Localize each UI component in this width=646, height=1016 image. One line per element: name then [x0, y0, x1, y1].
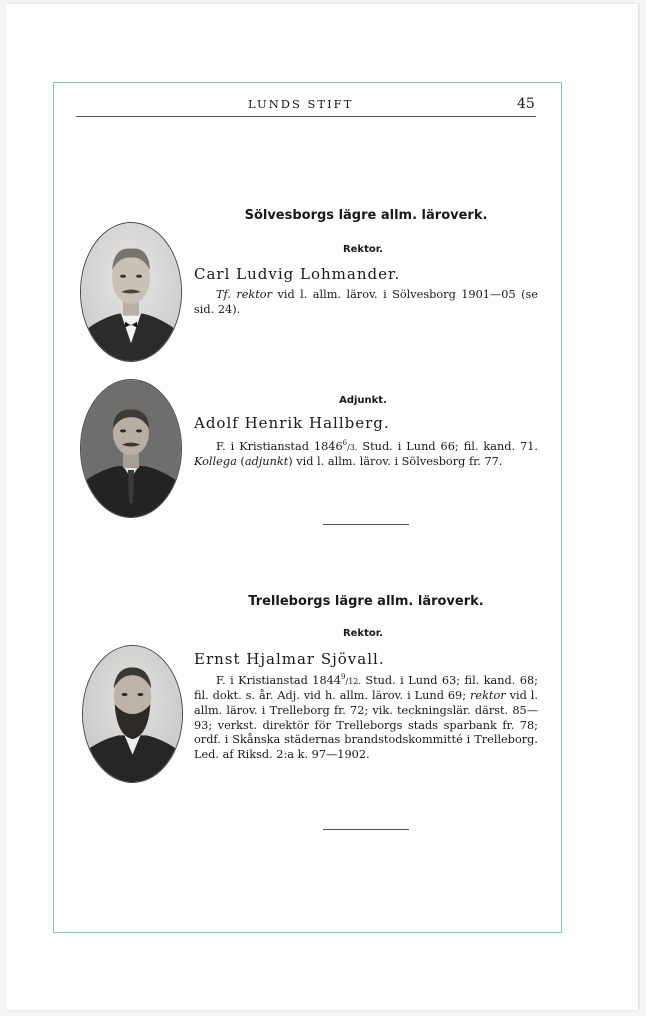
bio-italic: Tf. rektor [216, 288, 273, 301]
date-sup: 9 [341, 673, 346, 681]
portrait-lohmander-image [81, 223, 181, 361]
date-sub: /12. [345, 676, 361, 686]
date-sub: /3. [347, 442, 358, 452]
person-name: Ernst Hjalmar Sjövall. [194, 650, 385, 668]
section-divider [323, 829, 409, 830]
portrait-sjovall [82, 645, 183, 783]
person-bio [194, 288, 538, 317]
section-title-trelleborg: Trelleborgs lägre allm. läroverk. [248, 594, 484, 609]
bio-text: Stud. i Lund 63; fil. kand. 68; fil. dokt. s. år. Adj. vid h. allm. lärov. i Lund 69; [194, 673, 538, 703]
bio-text: vid l. allm. lärov. i Sölvesborg 1901—05 (se sid. 24). [194, 288, 538, 316]
bio-italic: Kollega [194, 455, 237, 469]
role-rektor: Rektor. [342, 244, 384, 255]
bio-text: F. i Kristianstad 1846 [216, 439, 343, 453]
section-title-solvesborg: Sölvesborgs lägre allm. läroverk. [244, 208, 488, 223]
role-adjunkt: Adjunkt. [339, 395, 387, 406]
bio-italic: adjunkt [244, 455, 289, 469]
portrait-sjovall-image [83, 646, 182, 782]
running-head: LUNDS STIFT [248, 97, 354, 111]
bio-text: vid l. allm. lärov. i Trelleborg fr. 72; vik. teckningslär. därst. 85—93; verkst. direktör för Trelleborgs stads sparbank fr. 78; ordf. i Skånska städernas brandstodskommitté i Trelleborg. Led. af Riksd. 2:a k. 97—1902. [194, 689, 538, 761]
header-rule [76, 116, 536, 117]
portrait-hallberg-image [81, 380, 181, 517]
date-sup: 6 [342, 439, 348, 447]
portrait-lohmander [80, 222, 182, 362]
role-rektor: Rektor. [342, 628, 384, 639]
bio-text: Stud. i Lund 66; fil. kand. 71. [357, 439, 538, 453]
bio-italic: rektor [469, 689, 506, 703]
bio-text: ( [236, 455, 245, 469]
bio-text: F. i Kristianstad 1844 [216, 673, 342, 687]
section-divider [323, 524, 409, 525]
bio-text: ) vid l. allm. lärov. i Sölvesborg fr. 77. [288, 455, 503, 469]
person-name: Carl Ludvig Lohmander. [194, 265, 401, 283]
page-number: 45 [517, 96, 535, 112]
person-name: Adolf Henrik Hallberg. [194, 414, 390, 432]
person-bio [194, 670, 538, 762]
person-bio [194, 436, 538, 470]
portrait-hallberg [80, 379, 182, 518]
